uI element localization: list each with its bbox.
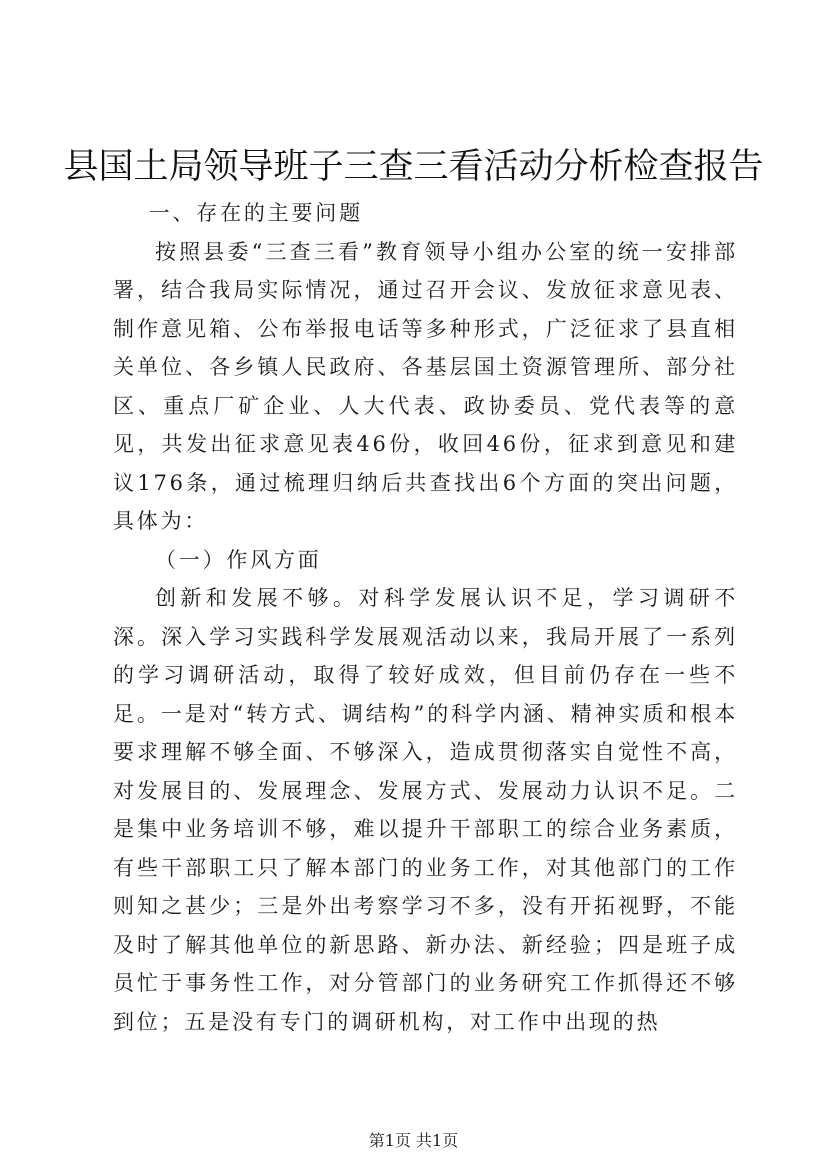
document-body [113, 194, 738, 1041]
body-paragraph: 按照县委“三查三看”教育领导小组办公室的统一安排部署，结合我局实际情况，通过召开会议、发放征求意见表、制作意见箱、公布举报电话等多种形式，广泛征求了县直相关单位、各乡镇人民政府、各基层国土资源管理所、部分社区、重点厂矿企业、人大代表、政协委员、党代表等的意见，共发出征求意见表46份，收回46份，征求到意见和建议176条，通过梳理归纳后共查找出6个方面的突出问题，具体为： [113, 239, 738, 533]
body-paragraph: 创新和发展不够。对科学发展认识不足，学习调研不深。深入学习实践科学发展观活动以来，我局开展了一系列的学习调研活动，取得了较好成效，但目前仍存在一些不足。一是对“转方式、调结构”的科学内涵、精神实质和根本要求理解不够全面、不够深入，造成贯彻落实自觉性不高，对发展目的、发展理念、发展方式、发展动力认识不足。二是集中业务培训不够，难以提升干部职工的综合业务素质，有些干部职工只了解本部门的业务工作，对其他部门的工作则知之甚少；三是外出考察学习不多，没有开拓视野，不能及时了解其他单位的新思路、新办法、新经验；四是班子成员忙于事务性工作，对分管部门的业务研究工作抓得还不够到位；五是没有专门的调研机构，对工作中出现的热 [113, 586, 738, 1034]
section-subheading: （一）作风方面 [155, 547, 322, 572]
section-heading: 一、存在的主要问题 [148, 201, 363, 225]
document-title: 县国土局领导班子三查三看活动分析检查报告 [63, 147, 764, 187]
page-footer: 第1页 共1页 [368, 1131, 459, 1150]
